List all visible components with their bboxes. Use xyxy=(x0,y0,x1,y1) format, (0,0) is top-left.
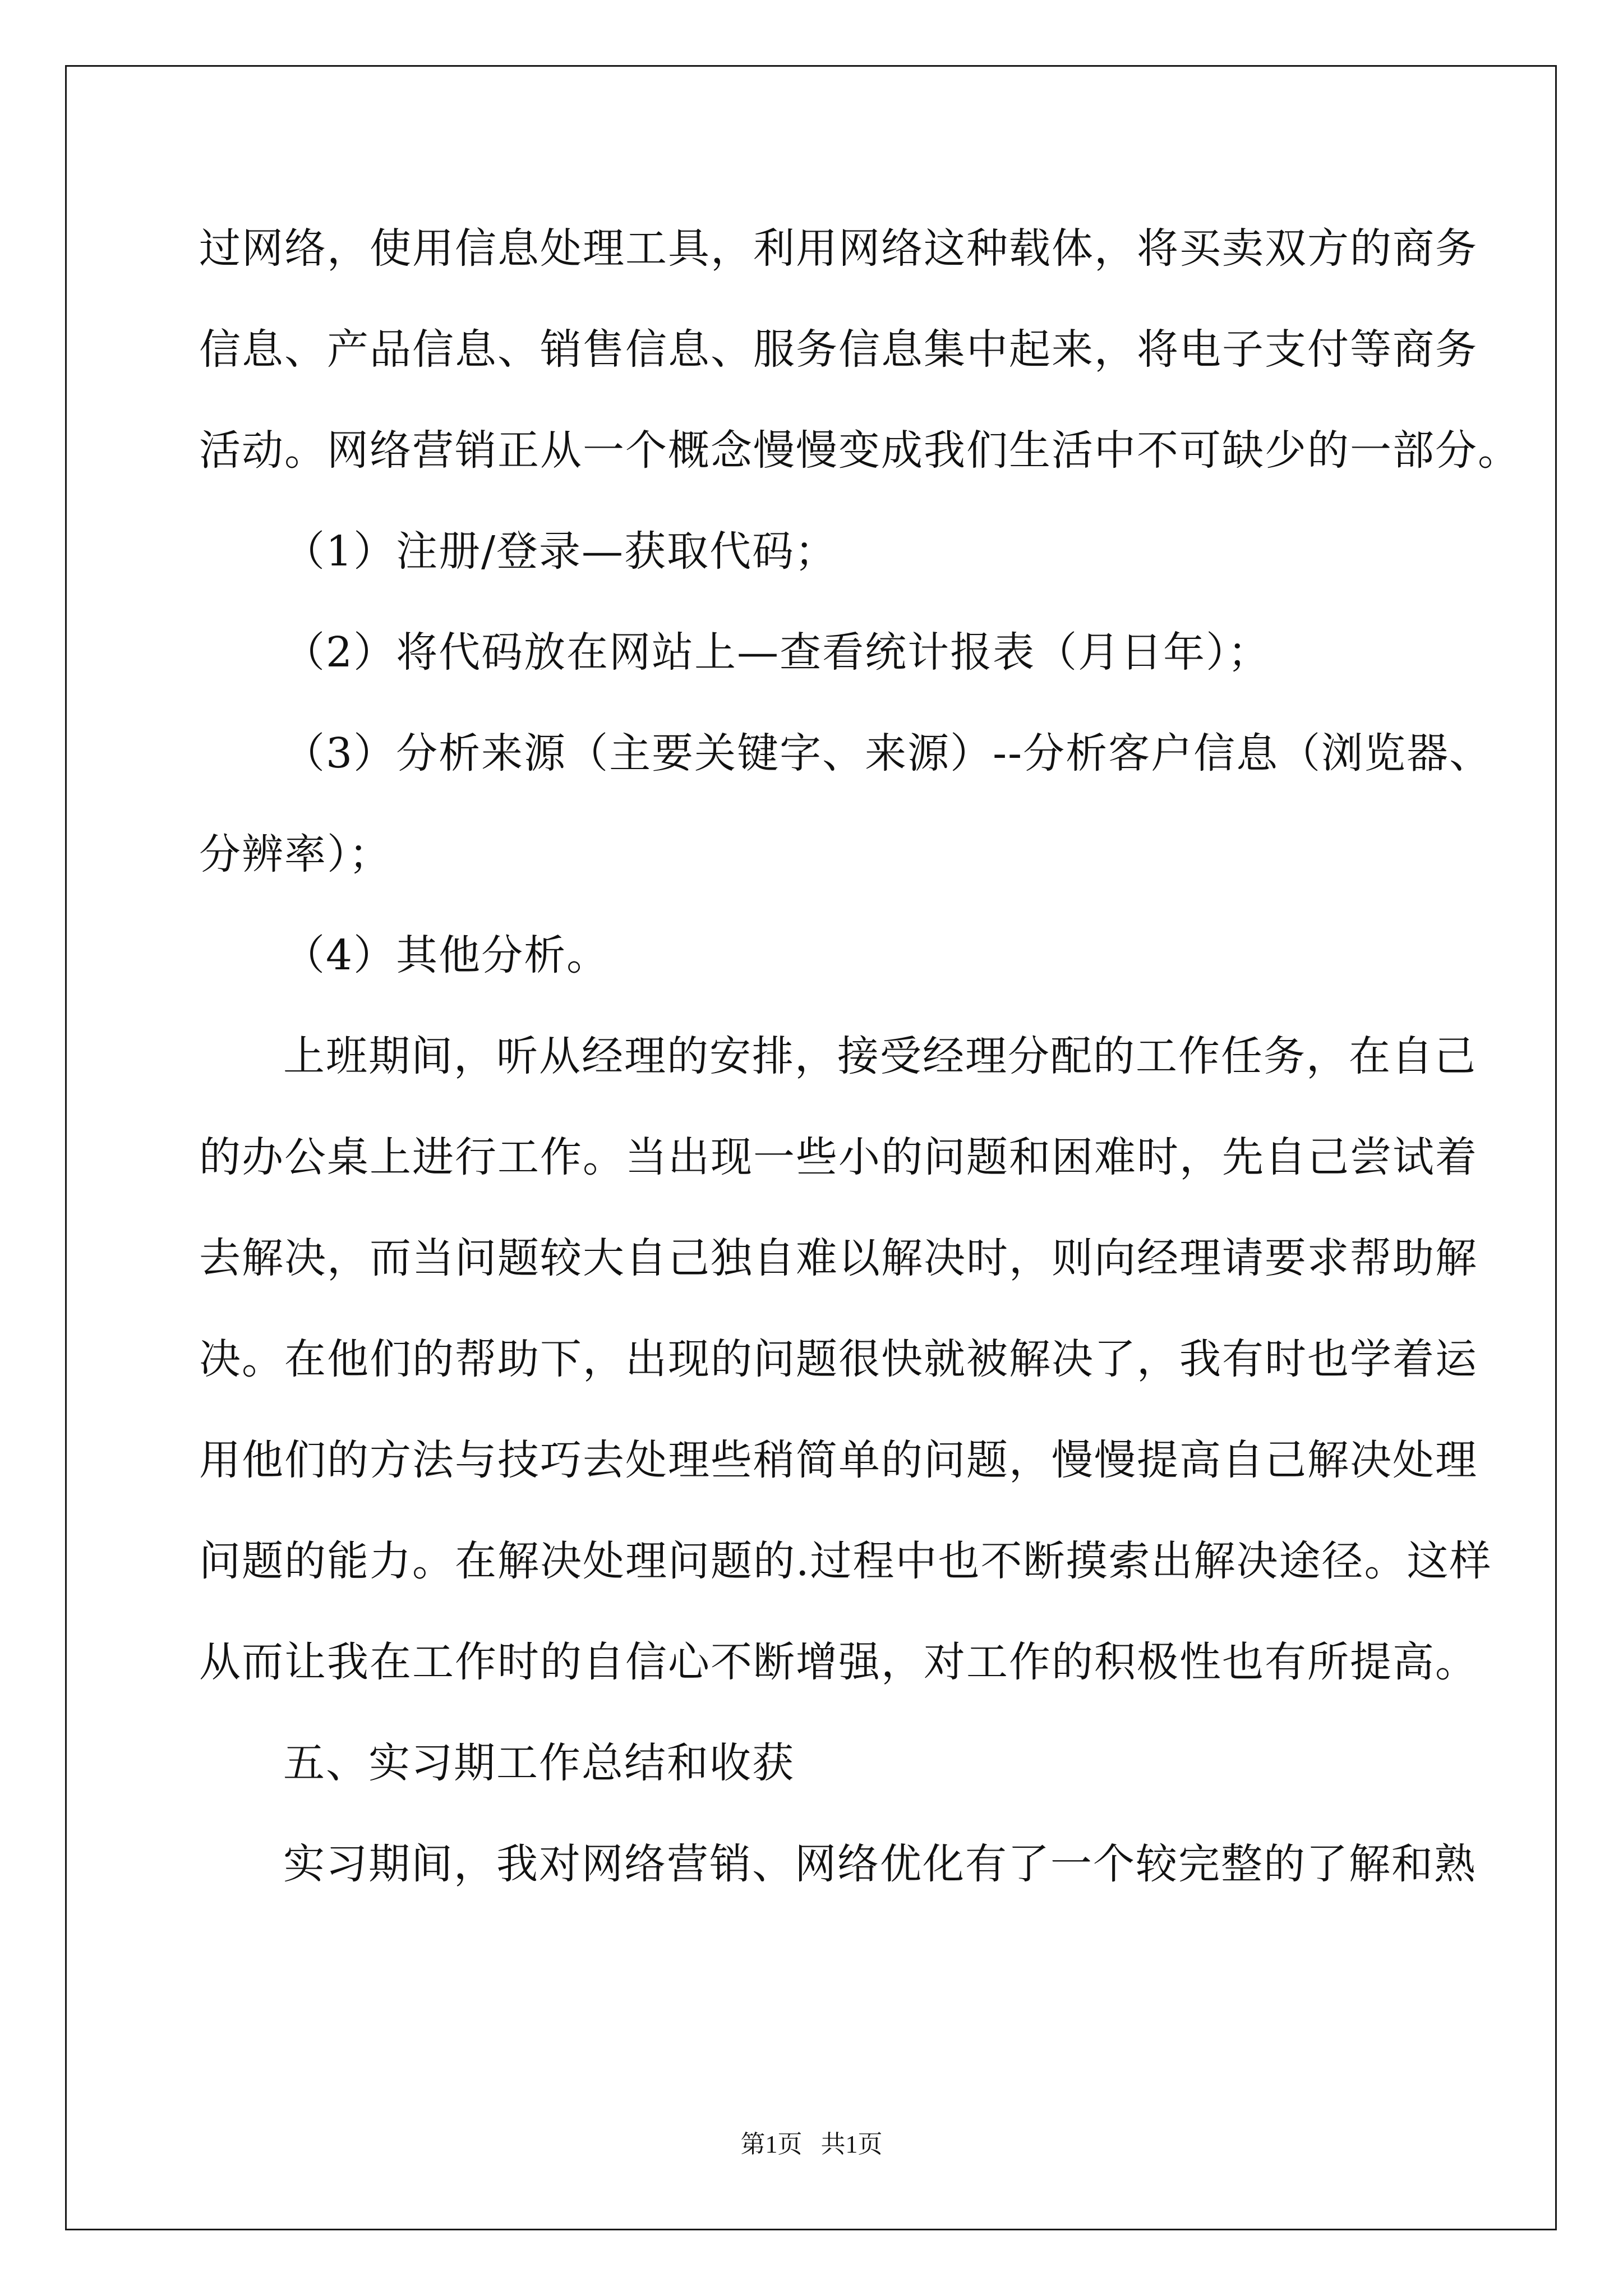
body-line: 过网络，使用信息处理工具，利用网络这种载体，将买卖双方的商务 xyxy=(199,224,1478,273)
page-footer xyxy=(0,2129,1623,2160)
body-line: 问题的能力。在解决处理问题的.过程中也不断摸索出解决途径。这样 xyxy=(199,1537,1492,1585)
page-number: 第1页 xyxy=(740,2131,803,2158)
body-line: 活动。网络营销正从一个概念慢慢变成我们生活中不可缺少的一部分。 xyxy=(199,426,1520,475)
body-line: 的办公桌上进行工作。当出现一些小的问题和困难时，先自己尝试着 xyxy=(199,1133,1478,1181)
body-line: 从而让我在工作时的自信心不断增强，对工作的积极性也有所提高。 xyxy=(199,1638,1478,1686)
body-line: 信息、产品信息、销售信息、服务信息集中起来，将电子支付等商务 xyxy=(199,325,1478,374)
body-line: 去解决，而当问题较大自己独自难以解决时，则向经理请要求帮助解 xyxy=(199,1234,1478,1282)
list-item: （3）分析来源（主要关键字、来源）--分析客户信息（浏览器、 xyxy=(283,729,1492,777)
section-heading: 五、实习期工作总结和收获 xyxy=(283,1739,795,1787)
paragraph-start: 上班期间，听从经理的安排，接受经理分配的工作任务，在自己 xyxy=(283,1032,1477,1080)
body-line: 决。在他们的帮助下，出现的问题很快就被解决了，我有时也学着运 xyxy=(199,1335,1478,1383)
page-total: 共1页 xyxy=(820,2131,883,2158)
body-line: 用他们的方法与技巧去处理些稍简单的问题，慢慢提高自己解决处理 xyxy=(199,1436,1478,1484)
paragraph-start: 实习期间，我对网络营销、网络优化有了一个较完整的了解和熟 xyxy=(283,1840,1477,1888)
list-item: （2）将代码放在网站上—查看统计报表（月日年）； xyxy=(283,628,1271,677)
list-item: （4）其他分析。 xyxy=(283,931,610,979)
list-item: （1）注册/登录—获取代码； xyxy=(283,527,838,576)
body-line: 分辨率）； xyxy=(199,830,391,878)
